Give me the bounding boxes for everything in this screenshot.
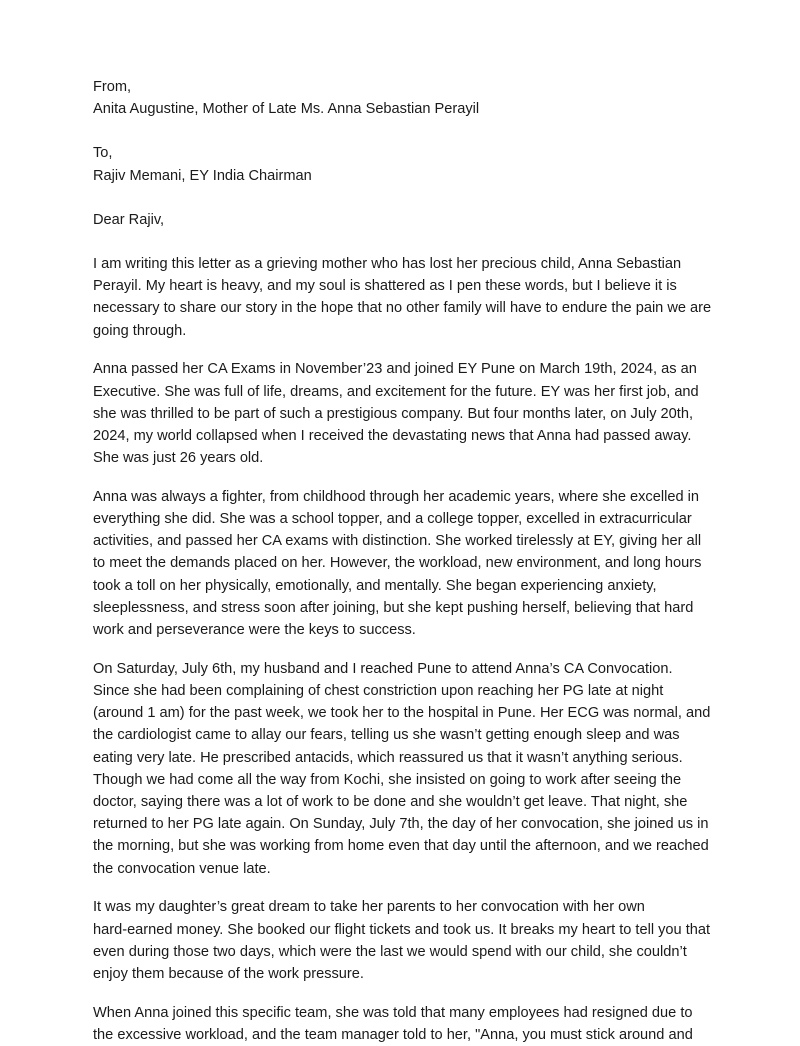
- paragraph-line: When Anna joined this specific team, she was told that many employees had resigned due to: [93, 1004, 693, 1021]
- paragraph-line: Anna passed her CA Exams in November’23 and joined EY Pune on March 19th, 2024, as an: [93, 361, 697, 378]
- salutation: [93, 209, 723, 231]
- paragraph-line: (around 1 am) for the past week, we took her to the hospital in Pune. Her ECG was normal, and: [93, 705, 711, 722]
- paragraph-4: [93, 658, 723, 880]
- paragraph-line: even during those two days, which were the last we would spend with our child, she couldn’t: [93, 943, 687, 960]
- paragraph-line: 2024, my world collapsed when I received the devastating news that Anna had passed away.: [93, 427, 692, 444]
- paragraph-line: to meet the demands placed on her. However, the workload, new environment, and long hours: [93, 555, 702, 572]
- paragraph-6: [93, 1002, 723, 1046]
- paragraph-2: [93, 358, 723, 469]
- paragraph-line: I am writing this letter as a grieving mother who has lost her precious child, Anna Sebastian: [93, 256, 682, 273]
- paragraph-line: took a toll on her physically, emotionally, and mentally. She began experiencing anxiety,: [93, 577, 657, 594]
- to-label: To,: [93, 145, 113, 162]
- paragraph-1: [93, 253, 723, 342]
- from-label: From,: [93, 79, 132, 95]
- paragraph-line: Though we had come all the way from Kochi, she insisted on going to work after seeing the: [93, 771, 682, 788]
- paragraph-line: going through.: [93, 322, 187, 339]
- paragraph-3: [93, 486, 723, 641]
- sender-block: [93, 76, 723, 120]
- paragraph-line: She was just 26 years old.: [93, 450, 264, 467]
- paragraph-5: [93, 896, 723, 985]
- paragraph-line: returned to her PG late again. On Sunday, July 7th, the day of her convocation, she joined us in: [93, 816, 709, 833]
- paragraph-line: enjoy them because of the work pressure.: [93, 965, 364, 982]
- paragraph-line: doctor, saying there was a lot of work to be done and she wouldn’t get leave. That night, she: [93, 793, 688, 810]
- paragraph-line: On Saturday, July 6th, my husband and I reached Pune to attend Anna’s CA Convocation.: [93, 660, 673, 677]
- paragraph-line: Executive. She was full of life, dreams, and excitement for the future. EY was her first job, and: [93, 383, 699, 400]
- paragraph-line: everything she did. She was a school topper, and a college topper, excelled in extracurricular: [93, 511, 692, 528]
- paragraph-line: It was my daughter’s great dream to take her parents to her convocation with her own: [93, 899, 645, 916]
- paragraph-line: the cardiologist came to allay our fears, telling us she wasn’t getting enough sleep and was: [93, 727, 680, 744]
- paragraph-line: the convocation venue late.: [93, 860, 271, 877]
- paragraph-line: Since she had been complaining of chest constriction upon reaching her PG late at night: [93, 682, 664, 699]
- recipient-block: [93, 142, 723, 186]
- paragraph-line: eating very late. He prescribed antacids, which reassured us that it wasn’t anything serious.: [93, 749, 683, 766]
- paragraph-line: sleeplessness, and stress soon after joining, but she kept pushing herself, believing that hard: [93, 599, 694, 616]
- paragraph-line: Anna was always a fighter, from childhood through her academic years, where she excelled in: [93, 488, 699, 505]
- paragraph-line: the excessive workload, and the team manager told to her, "Anna, you must stick around and: [93, 1026, 693, 1043]
- paragraph-line: necessary to share our story in the hope that no other family will have to endure the pain we are: [93, 300, 712, 317]
- sender-name: Anita Augustine, Mother of Late Ms. Anna Sebastian Perayil: [93, 101, 480, 118]
- paragraph-line: the morning, but she was working from home even that day until the afternoon, and we reached: [93, 838, 709, 855]
- paragraph-line: she was thrilled to be part of such a prestigious company. But four months later, on July 20th,: [93, 405, 694, 422]
- salutation-text: Dear Rajiv,: [93, 211, 165, 228]
- paragraph-line: hard-earned money. She booked our flight tickets and took us. It breaks my heart to tell you that: [93, 921, 711, 938]
- paragraph-line: Perayil. My heart is heavy, and my soul is shattered as I pen these words, but I believe it is: [93, 278, 677, 295]
- paragraph-line: activities, and passed her CA exams with distinction. She worked tirelessly at EY, giving her all: [93, 533, 702, 550]
- recipient-name: Rajiv Memani, EY India Chairman: [93, 167, 312, 184]
- paragraph-line: work and perseverance were the keys to success.: [93, 622, 416, 639]
- letter-document: [93, 76, 723, 1046]
